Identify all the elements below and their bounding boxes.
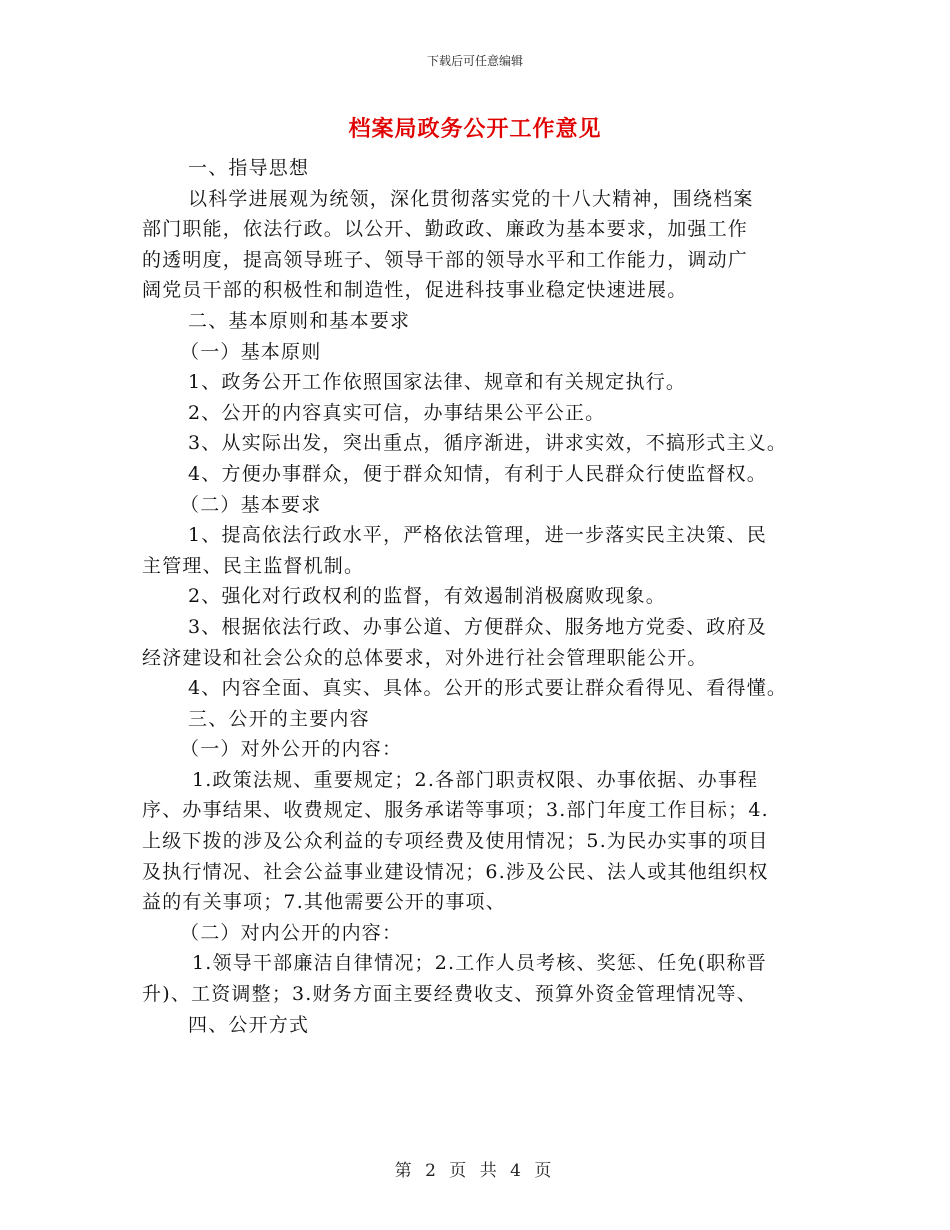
body-line: 部门职能，依法行政。以公开、勤政政、廉政为基本要求，加强工作 [142,218,749,241]
body-line: 4、内容全面、真实、具体。公开的形式要让群众看得见、看得懂。 [188,677,788,700]
body-line: 2、公开的内容真实可信，办事结果公平公正。 [188,401,606,424]
body-line: 阔党员干部的积极性和制造性，促进科技事业稳定快速进展。 [142,279,688,302]
body-line: 及执行情况、社会公益事业建设情况；6.涉及公民、法人或其他组织权 [142,860,769,883]
body-line: 一、指导思想 [188,157,310,179]
body-line: 经济建设和社会公众的总体要求，对外进行社会管理职能公开。 [142,646,708,669]
body-line: 的透明度，提高领导班子、领导干部的领导水平和工作能力，调动广 [142,248,749,271]
body-line: （二）对内公开的内容： [180,921,403,944]
body-line: 主管理、民主监督机制。 [142,554,365,577]
body-line: 益的有关事项；7.其他需要公开的事项、 [142,891,506,914]
body-line: 二、基本原则和基本要求 [188,309,411,332]
body-line: （一）基本原则 [180,340,322,363]
body-line: 4、方便办事群众，便于群众知情，有利于人民群众行使监督权。 [188,462,767,485]
body-line: 1、政务公开工作依照国家法律、规章和有关规定执行。 [188,371,687,394]
body-line: 以科学进展观为统领，深化贯彻落实党的十八大精神，围绕档案 [188,187,754,210]
body-line: 四、公开方式 [188,1013,310,1036]
page-footer: 第 2 页 共 4 页 [394,1161,556,1181]
body-line: 三、公开的主要内容 [188,707,370,730]
body-line: 上级下拨的涉及公众利益的专项经费及使用情况；5.为民办实事的项目 [142,830,769,853]
body-line: 1.领导干部廉洁自律情况；2.工作人员考核、奖惩、任免(职称晋 [192,952,767,975]
document-body [142,153,832,1040]
body-line: 3、从实际出发，突出重点，循序渐进，讲求实效，不搞形式主义。 [188,432,788,455]
body-line: （一）对外公开的内容： [180,738,403,761]
document-title: 档案局政务公开工作意见 [348,117,602,142]
body-line: 升)、工资调整；3.财务方面主要经费收支、预算外资金管理情况等、 [142,983,757,1006]
header-note: 下载后可任意编辑 [426,54,523,68]
body-line: 1、提高依法行政水平，严格依法管理，进一步落实民主决策、民 [188,524,767,547]
body-line: 2、强化对行政权利的监督，有效遏制消极腐败现象。 [188,585,666,608]
body-line: 3、根据依法行政、办事公道、方便群众、服务地方党委、政府及 [188,615,767,638]
body-line: （二）基本要求 [180,493,322,516]
body-line: 1.政策法规、重要规定；2.各部门职责权限、办事依据、办事程 [192,768,759,791]
body-line: 序、办事结果、收费规定、服务承诺等事项；3.部门年度工作目标；4. [142,799,769,822]
